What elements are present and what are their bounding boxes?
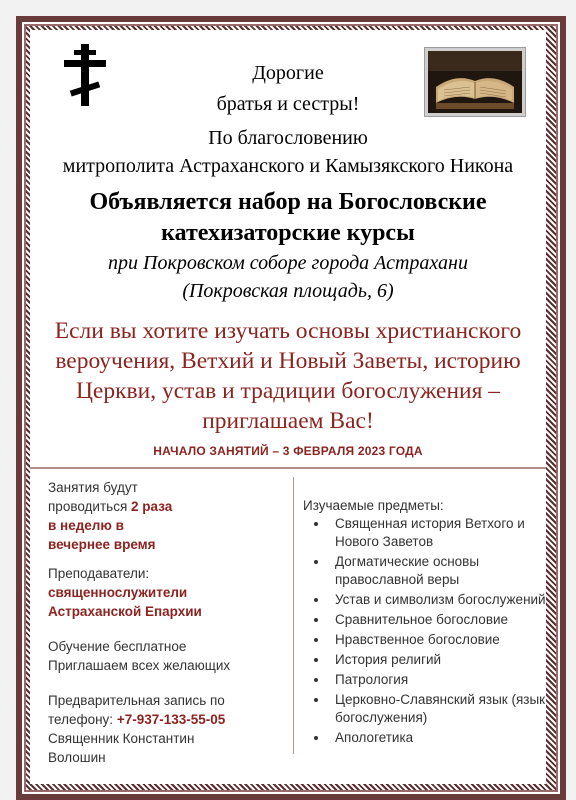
registration-line-1: Предварительная запись по <box>48 693 225 708</box>
registration-phone-label: телефону: <box>48 712 114 727</box>
invitation-line-1: Если вы хотите изучать основы христианского <box>54 318 522 344</box>
teachers-block <box>48 564 286 621</box>
contact-line-1: Священник Константин <box>48 731 195 746</box>
subject-item: • Патрология <box>329 671 559 689</box>
greeting-line-1: Дорогие <box>252 62 324 84</box>
course-info-column <box>48 478 286 777</box>
subject-item: • Церковно-Славянский язык (язык богослужения) <box>329 691 559 727</box>
registration-line-2 <box>48 710 286 729</box>
location-line-2: (Покровская площадь, 6) <box>182 280 394 302</box>
announcement-heading <box>30 187 546 249</box>
location-line-1: при Покровском соборе города Астрахани <box>108 252 468 274</box>
column-divider <box>293 477 294 754</box>
free-block <box>48 637 286 675</box>
blessing-line-2: митрополита Астраханского и Камызякского Никона <box>62 155 514 177</box>
invitation-line-3: Церкви, устав и традиции богослужения – <box>75 378 501 404</box>
subject-item: • Апологетика <box>329 729 559 747</box>
greeting-line-2: братья и сестры! <box>216 93 360 115</box>
teachers-line-1: священнослужители <box>48 585 188 600</box>
invitation-paragraph <box>30 316 546 436</box>
subject-item: • Сравнительное богословие <box>329 611 559 629</box>
teachers-label: Преподаватели: <box>48 566 150 581</box>
subject-item: • Священная история Ветхого и Нового Заветов <box>329 515 559 551</box>
invitation-line-4: приглашаем Вас! <box>202 408 374 434</box>
subjects-list <box>315 515 559 749</box>
schedule-line-4: вечернее время <box>48 537 156 552</box>
registration-block <box>48 691 286 767</box>
teachers-line-2: Астраханской Епархии <box>48 604 202 619</box>
contact-line-2: Волошин <box>48 750 106 765</box>
subject-item: • История религий <box>329 651 559 669</box>
announcement-line-2: катехизаторские курсы <box>161 220 415 246</box>
horizontal-divider <box>30 467 546 469</box>
announcement-line-1: Объявляется набор на Богословские <box>89 189 487 215</box>
schedule-line-3: в неделю в <box>48 518 124 533</box>
free-line-2: Приглашаем всех желающих <box>48 658 231 673</box>
schedule-prefix: проводиться <box>48 499 128 514</box>
invitation-line-2: вероучения, Ветхий и Новый Заветы, историю <box>55 348 521 374</box>
schedule-line-2 <box>48 497 286 516</box>
subjects-title: Изучаемые предметы: <box>303 498 444 513</box>
blessing-line-1: По благословению <box>208 127 368 149</box>
start-date: НАЧАЛО ЗАНЯТИЙ – 3 ФЕВРАЛЯ 2023 ГОДА <box>153 444 423 458</box>
subject-item: • Догматические основы православной веры <box>329 553 559 589</box>
phone-number[interactable]: +7-937-133-55-05 <box>116 712 226 727</box>
schedule-line-1: Занятия будут <box>48 480 138 495</box>
schedule-frequency: 2 раза <box>131 499 173 514</box>
free-line-1: Обучение бесплатное <box>48 639 187 654</box>
subject-item: • Устав и символизм богослужений <box>329 591 559 609</box>
schedule-block <box>48 478 286 554</box>
subject-item: • Нравственное богословие <box>329 631 559 649</box>
